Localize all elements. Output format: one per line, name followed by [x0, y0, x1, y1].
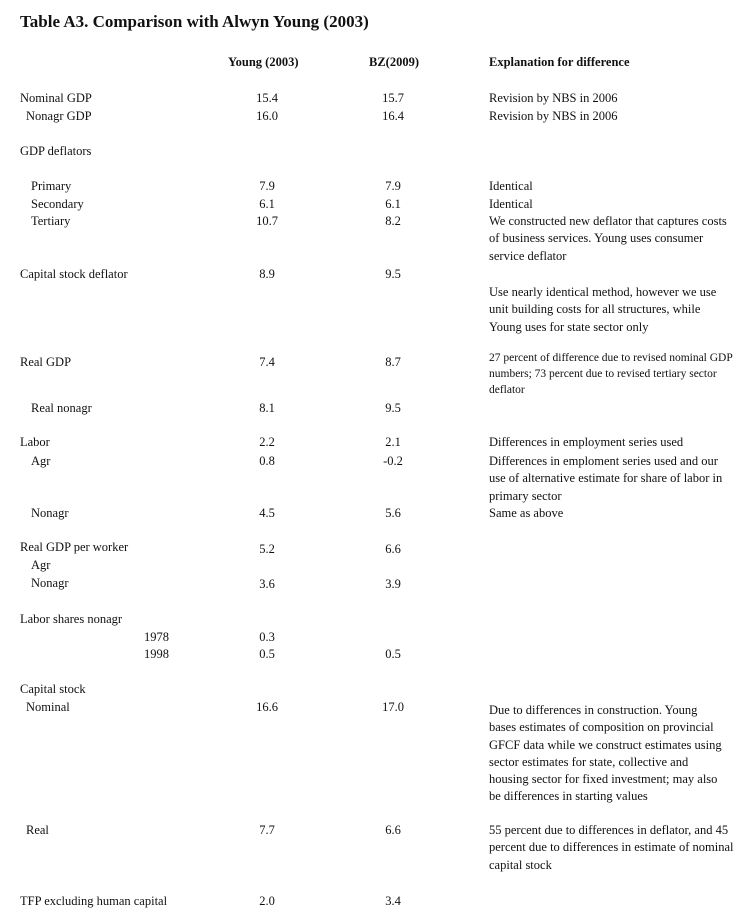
- cell-young-labor: 2.2: [259, 435, 275, 449]
- header-young: Young (2003): [228, 55, 299, 69]
- cell-bz-ls-1998: 0.5: [385, 647, 401, 661]
- row-label-rgpw-agr: Agr: [31, 558, 51, 572]
- cell-young-nonagr-gdp: 16.0: [256, 109, 278, 123]
- row-label-labor-agr: Agr: [31, 454, 51, 468]
- row-label-tfp-excl-hc: TFP excluding human capital: [20, 894, 168, 908]
- row-label-nonagr-gdp: Nonagr GDP: [26, 109, 92, 123]
- cell-young-cs-real: 7.7: [259, 823, 275, 837]
- cell-expl-secondary: Identical: [489, 197, 533, 211]
- cell-bz-real-nonagr: 9.5: [385, 401, 401, 415]
- cell-bz-cs-real: 6.6: [385, 823, 401, 837]
- cell-expl-capital-stock-deflator: Use nearly identical method, however we use unit building costs for all structures, while Young uses for state sector only: [489, 285, 717, 334]
- header-bz: BZ(2009): [369, 55, 419, 69]
- row-label-secondary: Secondary: [31, 197, 84, 211]
- cell-bz-labor-agr: -0.2: [383, 454, 403, 468]
- cell-bz-secondary: 6.1: [385, 197, 401, 211]
- cell-bz-rgpw-nonagr: 3.9: [385, 577, 401, 591]
- row-label-cs-nominal: Nominal: [26, 700, 70, 714]
- cell-expl-nominal-gdp: Revision by NBS in 2006: [489, 91, 618, 105]
- header-explanation: Explanation for difference: [489, 55, 630, 69]
- cell-young-cs-nominal: 16.6: [256, 700, 278, 714]
- cell-young-primary: 7.9: [259, 179, 275, 193]
- cell-bz-tertiary: 8.2: [385, 214, 401, 228]
- row-label-real-gdp: Real GDP: [20, 355, 72, 369]
- cell-expl-nonagr-gdp: Revision by NBS in 2006: [489, 109, 618, 123]
- row-label-rgpw-nonagr: Nonagr: [31, 576, 69, 590]
- cell-young-labor-nonagr: 4.5: [259, 506, 275, 520]
- row-label-real-gdp-per-worker: Real GDP per worker: [20, 540, 129, 554]
- cell-bz-nominal-gdp: 15.7: [382, 91, 404, 105]
- row-label-real-nonagr: Real nonagr: [31, 401, 92, 415]
- cell-bz-real-gdp: 8.7: [385, 355, 401, 369]
- row-label-labor: Labor: [20, 435, 50, 449]
- cell-young-real-gdp: 7.4: [259, 355, 275, 369]
- row-label-tertiary: Tertiary: [31, 214, 71, 228]
- cell-expl-real-gdp: 27 percent of difference due to revised nominal GDP numbers; 73 percent due to revised tertiary sector deflator: [489, 352, 733, 396]
- cell-expl-primary: Identical: [489, 179, 533, 193]
- row-label-primary: Primary: [31, 179, 72, 193]
- cell-young-ls-1998: 0.5: [259, 647, 275, 661]
- cell-young-capital-stock-deflator: 8.9: [259, 267, 275, 281]
- cell-young-secondary: 6.1: [259, 197, 275, 211]
- cell-expl-cs-real: 55 percent due to differences in deflator, and 45 percent due to differences in estimate of nominal capital stock: [489, 823, 734, 872]
- cell-expl-tertiary: We constructed new deflator that captures costs of business services. Young uses consumer service deflator: [489, 214, 727, 263]
- cell-young-nominal-gdp: 15.4: [256, 91, 278, 105]
- row-label-capital-stock: Capital stock: [20, 682, 86, 696]
- row-label-ls-1998: 1998: [144, 647, 169, 661]
- cell-expl-labor: Differences in employment series used: [489, 435, 684, 449]
- cell-expl-labor-nonagr: Same as above: [489, 506, 564, 520]
- cell-bz-tfp-excl-hc: 3.4: [385, 894, 401, 908]
- row-label-ls-1978: 1978: [144, 630, 169, 644]
- row-label-gdp-deflators: GDP deflators: [20, 144, 92, 158]
- cell-bz-cs-nominal: 17.0: [382, 700, 404, 714]
- table-title: Table A3. Comparison with Alwyn Young (2003): [20, 12, 369, 31]
- row-label-nominal-gdp: Nominal GDP: [20, 91, 92, 105]
- cell-young-tfp-excl-hc: 2.0: [259, 894, 275, 908]
- cell-young-real-gdp-per-worker: 5.2: [259, 542, 275, 556]
- cell-expl-labor-agr: Differences in emploment series used and our use of alternative estimate for share of labor in primary sector: [489, 454, 723, 503]
- row-label-capital-stock-deflator: Capital stock deflator: [20, 267, 128, 281]
- cell-young-real-nonagr: 8.1: [259, 401, 275, 415]
- cell-bz-real-gdp-per-worker: 6.6: [385, 542, 401, 556]
- row-label-labor-shares-nonagr: Labor shares nonagr: [20, 612, 123, 626]
- cell-young-rgpw-nonagr: 3.6: [259, 577, 275, 591]
- cell-bz-capital-stock-deflator: 9.5: [385, 267, 401, 281]
- cell-young-tertiary: 10.7: [256, 214, 278, 228]
- cell-bz-labor: 2.1: [385, 435, 401, 449]
- cell-bz-nonagr-gdp: 16.4: [382, 109, 404, 123]
- row-label-labor-nonagr: Nonagr: [31, 506, 69, 520]
- row-label-cs-real: Real: [26, 823, 49, 837]
- cell-bz-primary: 7.9: [385, 179, 401, 193]
- cell-bz-labor-nonagr: 5.6: [385, 506, 401, 520]
- cell-young-labor-agr: 0.8: [259, 454, 275, 468]
- cell-expl-cs-nominal: Due to differences in construction. Young bases estimates of composition on provincial GFCF data while we construct estimates using sector estimates for state, collective and housing sector for fixed investment; may also be differences in starting values: [489, 703, 722, 804]
- cell-young-ls-1978: 0.3: [259, 630, 275, 644]
